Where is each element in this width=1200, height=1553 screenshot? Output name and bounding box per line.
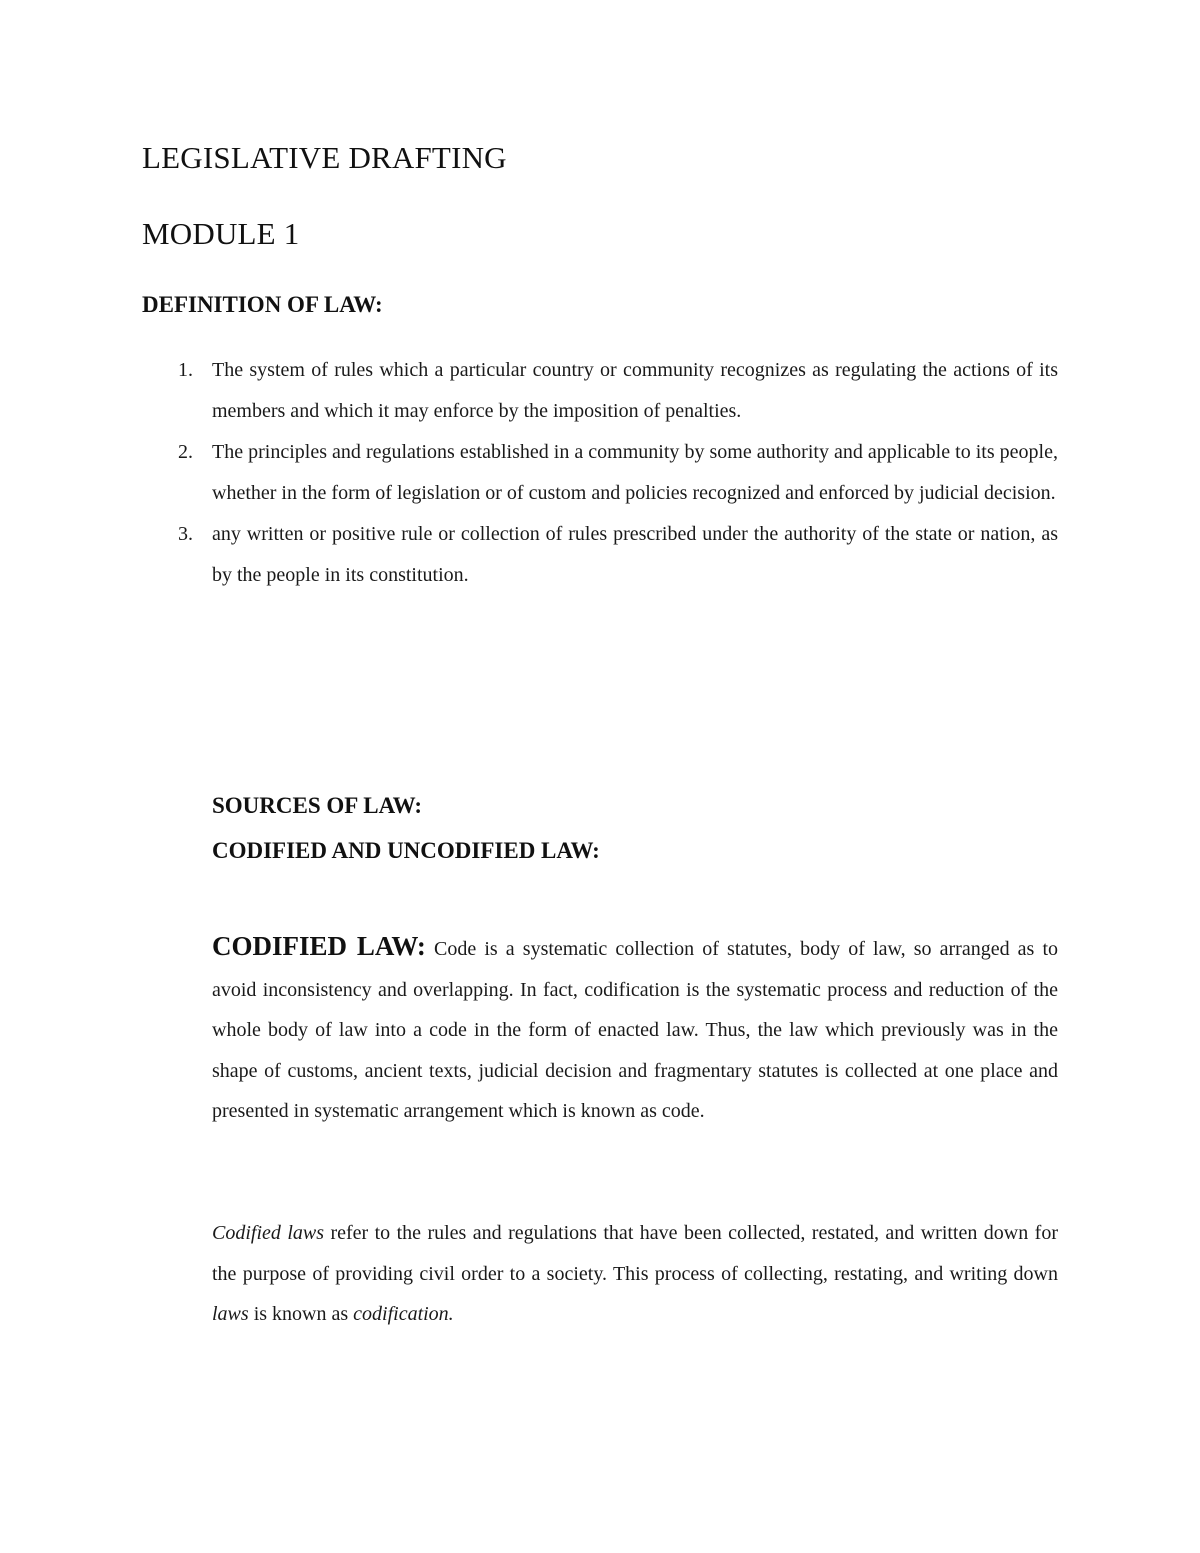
definition-item-number: 2.: [178, 441, 193, 463]
document-title: LEGISLATIVE DRAFTING: [142, 140, 507, 175]
codified-laws-paragraph: [212, 1213, 1058, 1335]
definition-item-text: The principles and regulations established in a community by some authority and applicable to its people, whether in the form of legislation or of custom and policies recognized and enforced by judicial decision.: [212, 441, 1058, 504]
definition-item-number: 3.: [178, 523, 193, 545]
definition-heading: DEFINITION OF LAW:: [142, 292, 383, 317]
codification-term: codification.: [353, 1303, 454, 1325]
definition-item: [142, 432, 1058, 514]
codified-laws-text-2: is known as: [253, 1303, 349, 1325]
definition-list: [142, 350, 1058, 596]
codified-laws-term: Codified laws: [212, 1222, 324, 1244]
sources-heading: SOURCES OF LAW:: [212, 793, 423, 818]
module-title: MODULE 1: [142, 216, 300, 251]
definition-item: [142, 350, 1058, 432]
definition-item-text: any written or positive rule or collection of rules prescribed under the authority of the state or nation, as by the people in its constitution.: [212, 523, 1058, 586]
codified-law-text: Code is a systematic collection of statutes, body of law, so arranged as to avoid inconsistency and overlapping. In fact, codification is the systematic process and reduction of the whole body of law into a code in the form of enacted law. Thus, the law which previously was in the shape of customs, ancient texts, judicial decision and fragmentary statutes is collected at one place and presented in systematic arrangement which is known as code.: [212, 938, 1059, 1122]
definition-item: [142, 514, 1058, 596]
codified-laws-text-1: refer to the rules and regulations that have been collected, restated, and written down for the purpose of providing civil order to a society. This process of collecting, restating, and writing down: [212, 1222, 1058, 1285]
codified-law-paragraph: [212, 926, 1058, 1132]
laws-term: laws: [212, 1303, 249, 1325]
definition-item-text: The system of rules which a particular country or community recognizes as regulating the actions of its members and which it may enforce by the imposition of penalties.: [212, 359, 1058, 422]
codified-uncodified-heading: CODIFIED AND UNCODIFIED LAW:: [212, 838, 600, 863]
codified-law-term: CODIFIED LAW:: [212, 931, 426, 961]
definition-item-number: 1.: [178, 359, 193, 381]
